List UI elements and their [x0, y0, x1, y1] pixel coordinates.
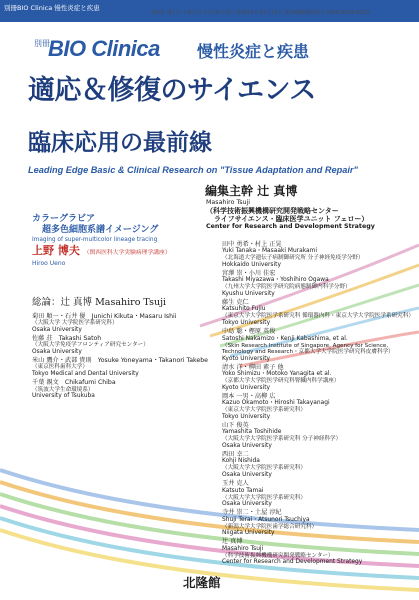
editor-name-en: Masahiro Tsuji — [206, 199, 251, 206]
publisher-name: 北隆館 — [183, 575, 221, 590]
gravure-author — [32, 244, 171, 260]
list-item: 山下 俊英 Yamashita Toshihide （大阪大学大学院医学系研究科 分子神経科学） Osaka University — [222, 422, 342, 449]
list-item: 藤生 克仁 Katsuhito Fujiu （東京大学大学院医学系研究科 循環器内科・東京大学大学院医学系研究科） Tokyo University — [222, 299, 414, 327]
list-item: 宮澤 崇・小川 佳宏 Takashi Miyazawa・Yoshihiro Ogawa （九州大学大学院医学研究院病態制御内科学分野） Kyushu University — [222, 270, 351, 297]
list-item: 玉井 克人 Katsuto Tamai （大阪大学大学院医学系研究科） Osaka University — [222, 480, 306, 508]
color-gravure-section — [32, 214, 171, 268]
list-item: 米山 鷹介・武部 貴則 Yosuke Yoneyama・Takanori Takebe （東京医科歯科大学） Tokyo Medical and Dental University — [32, 357, 208, 378]
list-item: 千葉 親文 Chikafumi Chiba （筑波大学生命環境系） University of Tsukuba — [32, 379, 116, 400]
list-item: 西田 幸二 Kohji Nishida （大阪大学大学院医学系研究科） Osaka University — [222, 451, 306, 479]
left-author-list — [32, 313, 222, 401]
gravure-topic: 超多色細胞系譜イメージング — [42, 225, 159, 235]
bessatsu-label: 別冊 — [34, 39, 50, 48]
list-item: 寺井 崇二・土屋 淳紀 Shuji Terai・Atsunori Tsuchiya （新潟大学大学院医歯学総合研究科） Niigata University — [222, 509, 318, 537]
editor-unit-ja: ライフサイエンス・臨床医学ユニット フェロー） — [214, 215, 369, 223]
main-subtitle: 臨床応用の最前線 — [28, 129, 212, 156]
editor-affiliation-en: Center for Research and Development Strategy — [206, 223, 375, 230]
gravure-author-affiliation: （関西医科大学実験病理学講座） — [83, 250, 171, 256]
gravure-author-name: 上野 博夫 — [32, 244, 80, 257]
list-item: 中島 聡・樫原 英俊 Satoshi Nakamizo・Kenji Kabashima, et al. （Skin Research Institute of Singapore, Agency for Science, Technology and Research・京都大学大学院医学研究科皮膚科学） Kyoto University — [222, 328, 394, 362]
list-item: 田中 勇希・村上 正晃 Yuki Tanaka・Masaaki Murakami （北海道大学遺伝子病制御研究所 分子神経免疫学分野） Hokkaido University — [222, 241, 364, 268]
gravure-heading: カラーグラビア — [32, 214, 96, 224]
overview-line — [32, 294, 166, 308]
list-item: 岡本 一男・高柳 広 Kazuo Okamoto・Hiroshi Takayanagi （東京大学大学院医学系研究科） Tokyo University — [222, 392, 330, 420]
list-item: 佐藤 荘 Takashi Satoh （大阪大学免疫学フロンティア研究センター） Osaka University — [32, 335, 149, 355]
list-item: 清水 洋・柳田 素子 他 Yoko Shimizu・Motoko Yanagita et al. （京都大学大学院医学研究科腎臓内科学講座） Kyoto University — [222, 363, 340, 391]
list-item: 菊田 順一・石井 優 Junichi Kikuta・Masaru Ishii （大阪大学 大学院医学系研究科） Osaka University — [32, 313, 177, 333]
list-item: 辻 真博 Masahiro Tsuji （科学技術振興機構研究開発戦略センター） Center for Research and Development Strategy — [222, 538, 363, 566]
english-title: Leading Edge Basic & Clinical Research on "Tissue Adaptation and Repair" — [28, 165, 358, 175]
series-label: 別冊BIO Clinica 慢性炎症と疾患 — [4, 4, 100, 12]
gravure-topic-en: Imaging of super-multicolor lineage tracing — [32, 237, 158, 243]
editor-affiliation-ja: （科学技術振興機構研究開発戦略センター — [206, 207, 339, 215]
overview-name-en: Masahiro Tsuji — [95, 297, 167, 308]
magazine-name: BIO Clinica — [48, 36, 160, 61]
magazine-subtitle: 慢性炎症と疾患 — [197, 42, 310, 61]
issue-info: 第8巻 第1号 令和元年7月10日発行 昭和61年12月12日 第3種郵便物認可 ISSN 0919-8237 — [151, 10, 370, 16]
overview-label: 総論：辻 真博 — [32, 297, 93, 308]
main-title: 適応＆修復のサイエンス — [28, 75, 316, 106]
chief-editor: 編集主幹 辻 真博 — [205, 184, 298, 198]
chief-editor-details — [206, 199, 375, 231]
right-author-list — [222, 241, 412, 567]
top-bar — [0, 0, 419, 22]
gravure-author-en: Hiroo Ueno — [32, 260, 66, 267]
